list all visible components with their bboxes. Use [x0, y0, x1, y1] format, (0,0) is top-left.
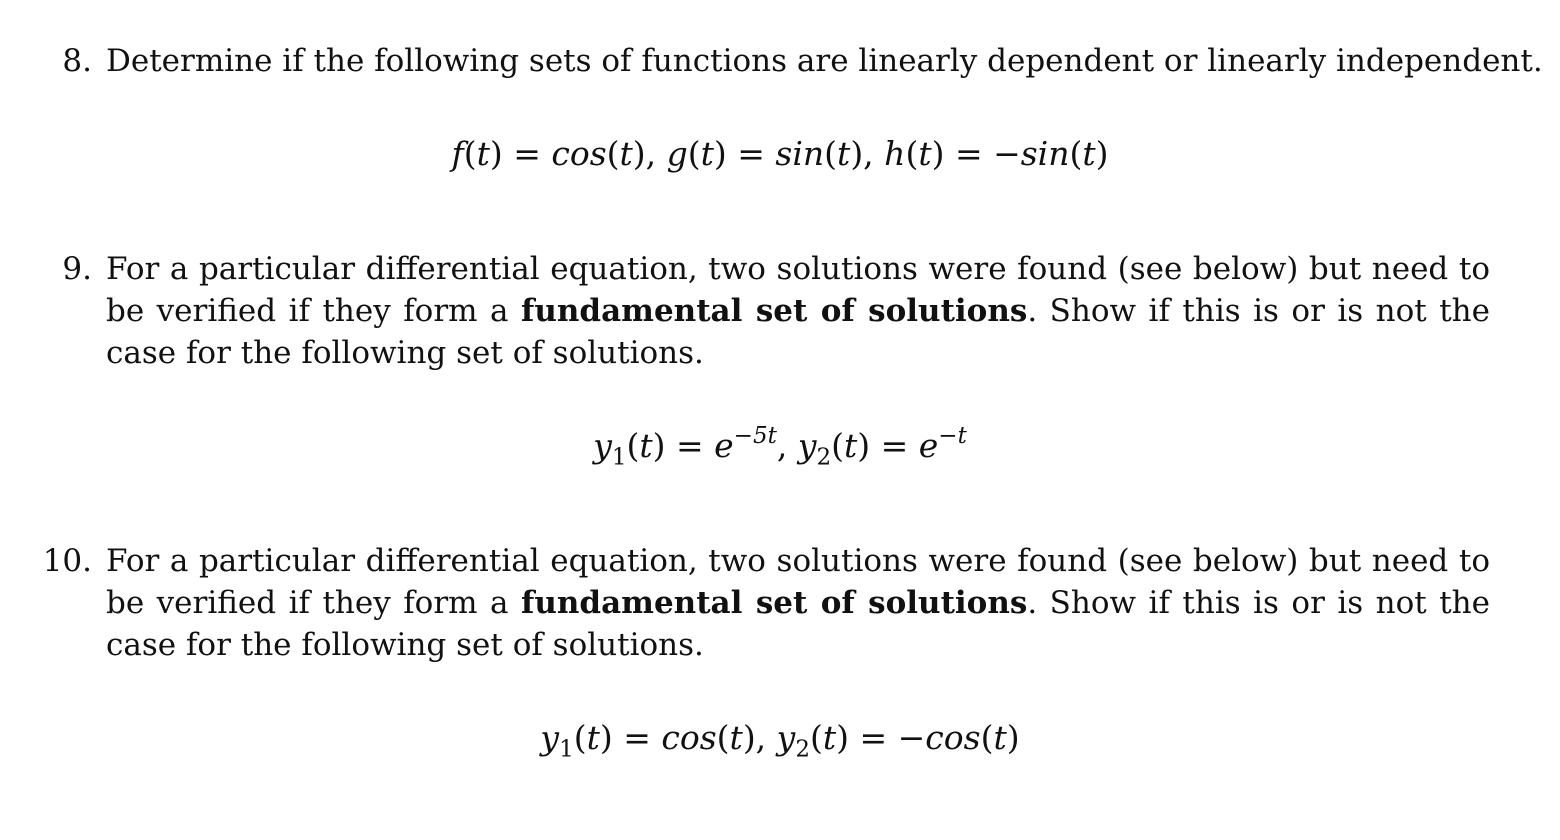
- problem-text-main: Determine if the following sets of functions are linearly dependent or linearly independent.: [106, 43, 1543, 79]
- equation-symbol: t: [586, 718, 600, 757]
- equation-symbol: cos: [551, 134, 607, 173]
- equation-symbol: t: [700, 134, 714, 173]
- equation-symbol: t: [476, 134, 490, 173]
- equation-symbol: y: [540, 718, 560, 757]
- equation-symbol: t: [837, 134, 851, 173]
- equation-subscript: 1: [559, 736, 574, 763]
- equation-problem-9: $y_1(t) = e^{-5t}$, $y_2(t) = e^{-t}$: [593, 423, 967, 471]
- problem-text-after: . Show if this is or is not the case for the following set of solutions.: [106, 293, 1490, 371]
- equation-symbol: t: [843, 426, 858, 465]
- equation-subscript: 2: [816, 444, 832, 471]
- equation-subscript: 1: [611, 444, 627, 471]
- equation-symbol: −cos: [897, 718, 981, 757]
- equation-symbol: g: [666, 134, 688, 173]
- equation-symbol: t: [619, 134, 633, 173]
- problem-text-before: For a particular differential equation, two solutions were found (see below) but need to be verified if they form a: [106, 251, 1490, 329]
- equation-symbol: t: [1082, 134, 1096, 173]
- problem-text-before: For a particular differential equation, two solutions were found (see below) but need to be verified if they form a: [106, 543, 1490, 621]
- problem-number: 9.: [62, 251, 92, 287]
- equation-subscript: 2: [795, 736, 810, 763]
- equation-problem-8: f(t) = cos(t), g(t) = sin(t), h(t) = −sin(t): [451, 134, 1109, 173]
- problem-text: [106, 248, 1490, 374]
- equation-symbol: y: [797, 426, 817, 465]
- problem-text: [106, 40, 1543, 82]
- equation-symbol: sin: [775, 134, 825, 173]
- problem-text-bold: fundamental set of solutions: [520, 293, 1028, 329]
- equation-symbol: cos: [661, 718, 717, 757]
- equation-symbol: t: [639, 426, 653, 465]
- equation-symbol: e: [714, 426, 734, 465]
- equation-symbol: t: [729, 718, 743, 757]
- equation-symbol: t: [918, 134, 932, 173]
- equation-exponent: −5t: [733, 423, 777, 449]
- equation-symbol: t: [822, 718, 837, 757]
- equation-symbol: −sin: [993, 134, 1070, 173]
- equation-symbol: y: [593, 426, 612, 465]
- equation-symbol: f: [451, 134, 464, 173]
- problem-text: [106, 540, 1490, 666]
- equation-symbol: h: [884, 134, 906, 173]
- equation-problem-10: $y_1(t) = \cos(t)$, $y_2(t) = -\cos(t)$: [540, 718, 1020, 763]
- problem-number: 8.: [62, 43, 92, 79]
- equation-exponent: −t: [938, 423, 967, 449]
- problem-number: 10.: [42, 543, 92, 579]
- equation-symbol: t: [993, 718, 1007, 757]
- equation-symbol: y: [776, 718, 796, 757]
- equation-symbol: e: [918, 426, 939, 465]
- problem-text-bold: fundamental set of solutions: [520, 585, 1028, 621]
- problem-text-after: . Show if this is or is not the case for the following set of solutions.: [106, 585, 1490, 663]
